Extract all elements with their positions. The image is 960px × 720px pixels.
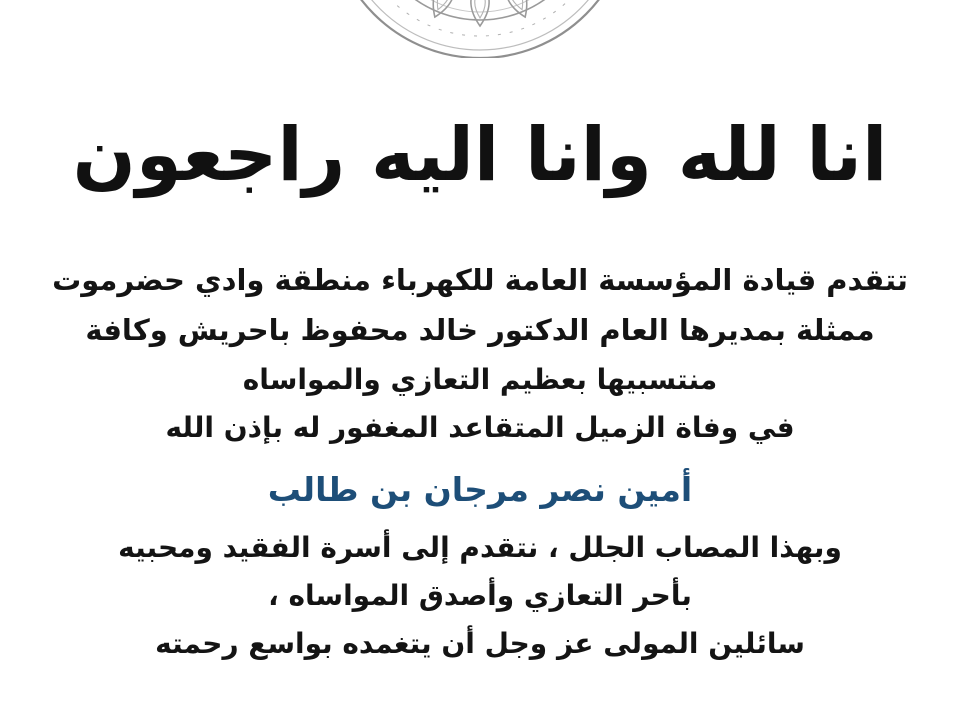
condolence-line-2: ممثلة بمديرها العام الدكتور خالد محفوظ باحريش وكافة [85, 312, 875, 347]
closing-line-1: وبهذا المصاب الجلل ، نتقدم إلى أسرة الفقيد ومحبيه [118, 531, 842, 565]
closing-line-2: بأحر التعازي وأصدق المواساه ، [268, 579, 692, 613]
condolence-line-1: تتقدم قيادة المؤسسة العامة للكهرباء منطقة وادي حضرموت [52, 263, 908, 297]
calligraphy-svg [72, 80, 888, 230]
condolence-line-3: منتسبيها بعظيم التعازي والمواساه [242, 362, 718, 396]
ornament-container [0, 0, 960, 58]
deceased-name: أمين نصر مرجان بن طالب [267, 470, 693, 510]
calligraphy-headline [72, 80, 888, 230]
closing-line-3: سائلين المولى عز وجل أن يتغمده بواسع رحمته [155, 627, 805, 661]
condolence-line-4: في وفاة الزميل المتقاعد المغفور له بإذن الله [165, 410, 795, 444]
calligraphy-text: انا لله وانا اليه راجعون [72, 112, 888, 198]
decorative-medallion-icon [320, 0, 640, 58]
condolence-body [30, 256, 930, 720]
